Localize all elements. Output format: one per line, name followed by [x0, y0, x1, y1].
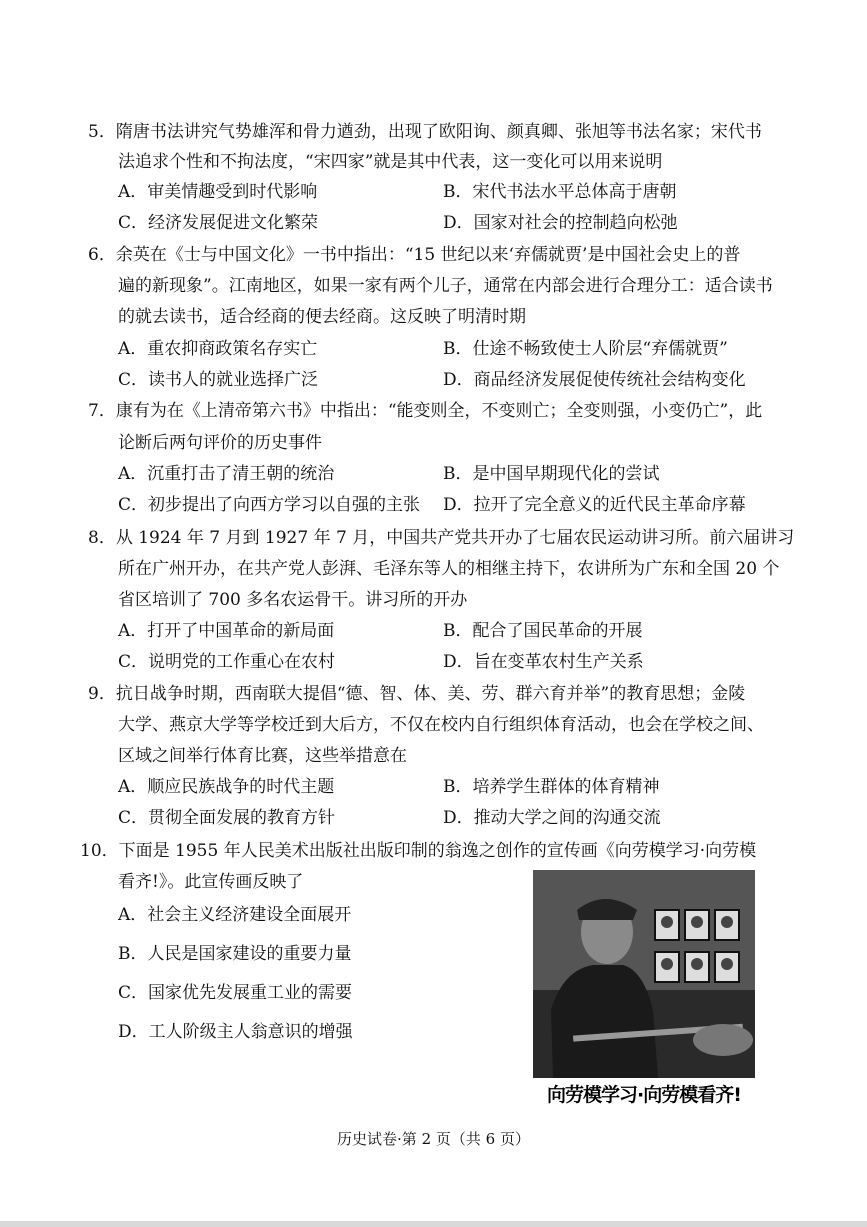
- q5-stem-line-1: 5．隋唐书法讲究气势雄浑和骨力遒劲，出现了欧阳询、颜真卿、张旭等书法名家；宋代书: [88, 122, 762, 142]
- q5-option-a: A．审美情趣受到时代影响: [118, 182, 318, 202]
- q8-option-d: D．旨在变革农村生产关系: [443, 652, 644, 672]
- q5-option-d: D．国家对社会的控制趋向松弛: [443, 213, 678, 233]
- q6-option-c: C．读书人的就业选择广泛: [118, 370, 319, 390]
- q6-stem-line-1: 6．余英在《士与中国文化》一书中指出：“15 世纪以来‘弃儒就贾’是中国社会史上的普: [88, 245, 741, 265]
- q6-option-a: A．重农抑商政策名存实亡: [118, 339, 318, 359]
- q10-option-c: C．国家优先发展重工业的需要: [118, 983, 353, 1003]
- q10-option-b: B．人民是国家建设的重要力量: [118, 944, 352, 964]
- poster-artwork: [533, 870, 755, 1078]
- scan-bottom-edge: [0, 1221, 867, 1227]
- q5-stem-line-2: 法追求个性和不拘法度，“宋四家”就是其中代表，这一变化可以用来说明: [118, 152, 663, 172]
- q9-option-a: A．顺应民族战争的时代主题: [118, 777, 335, 797]
- q6-option-d: D．商品经济发展促使传统社会结构变化: [443, 370, 746, 390]
- q9-option-b: B．培养学生群体的体育精神: [443, 777, 660, 797]
- q5-option-c: C．经济发展促进文化繁荣: [118, 213, 319, 233]
- q7-option-c: C．初步提出了向西方学习以自强的主张: [118, 495, 421, 515]
- page-footer: 历史试卷·第 2 页（共 6 页）: [337, 1130, 530, 1148]
- q9-stem-line-2: 大学、燕京大学等学校迁到大后方，不仅在校内自行组织体育活动，也会在学校之间、: [118, 715, 764, 735]
- q8-option-c: C．说明党的工作重心在农村: [118, 652, 336, 672]
- q7-stem-line-1: 7．康有为在《上清帝第六书》中指出：“能变则全，不变则亡；全变则强，小变仍亡”，此: [88, 401, 763, 421]
- q8-stem-line-3: 省区培训了 700 多名农运骨干。讲习所的开办: [118, 590, 468, 610]
- q10-option-a: A．社会主义经济建设全面展开: [118, 905, 352, 925]
- q7-stem-line-2: 论断后两句评价的历史事件: [118, 433, 322, 453]
- q5-option-b: B．宋代书法水平总体高于唐朝: [443, 182, 677, 202]
- q9-stem-line-3: 区域之间举行体育比赛，这些举措意在: [118, 746, 407, 766]
- q7-option-a: A．沉重打击了清王朝的统治: [118, 464, 335, 484]
- q9-stem-line-1: 9．抗日战争时期，西南联大提倡“德、智、体、美、劳、群六育并举”的教育思想；金陵: [88, 684, 746, 704]
- q9-option-c: C．贯彻全面发展的教育方针: [118, 808, 336, 828]
- q10-stem-line-1: 10．下面是 1955 年人民美术出版社出版印制的翁逸之创作的宣传画《向劳模学习·向劳模: [80, 841, 757, 861]
- q7-option-d: D．拉开了完全意义的近代民主革命序幕: [443, 495, 746, 515]
- propaganda-poster-image: [533, 870, 755, 1112]
- q8-stem-line-1: 8．从 1924 年 7 月到 1927 年 7 月，中国共产党共开办了七届农民运动讲习所。前六届讲习: [88, 528, 795, 548]
- q7-option-b: B．是中国早期现代化的尝试: [443, 464, 660, 484]
- q8-option-b: B．配合了国民革命的开展: [443, 621, 643, 641]
- q6-option-b: B．仕途不畅致使士人阶层“弃儒就贾”: [443, 339, 728, 359]
- q6-stem-line-3: 的就去读书，适合经商的便去经商。这反映了明清时期: [118, 307, 526, 327]
- q8-stem-line-2: 所在广州开办，在共产党人彭湃、毛泽东等人的相继主持下，农讲所为广东和全国 20 个: [118, 559, 780, 579]
- q9-option-d: D．推动大学之间的沟通交流: [443, 808, 661, 828]
- poster-caption: 向劳模学习·向劳模看齐!: [547, 1084, 741, 1106]
- q8-option-a: A．打开了中国革命的新局面: [118, 621, 335, 641]
- q10-stem-line-2: 看齐!》。此宣传画反映了: [118, 872, 304, 892]
- q10-option-d: D．工人阶级主人翁意识的增强: [118, 1022, 353, 1042]
- q6-stem-line-2: 遍的新现象”。江南地区，如果一家有两个儿子，通常在内部会进行合理分工：适合读书: [118, 276, 773, 296]
